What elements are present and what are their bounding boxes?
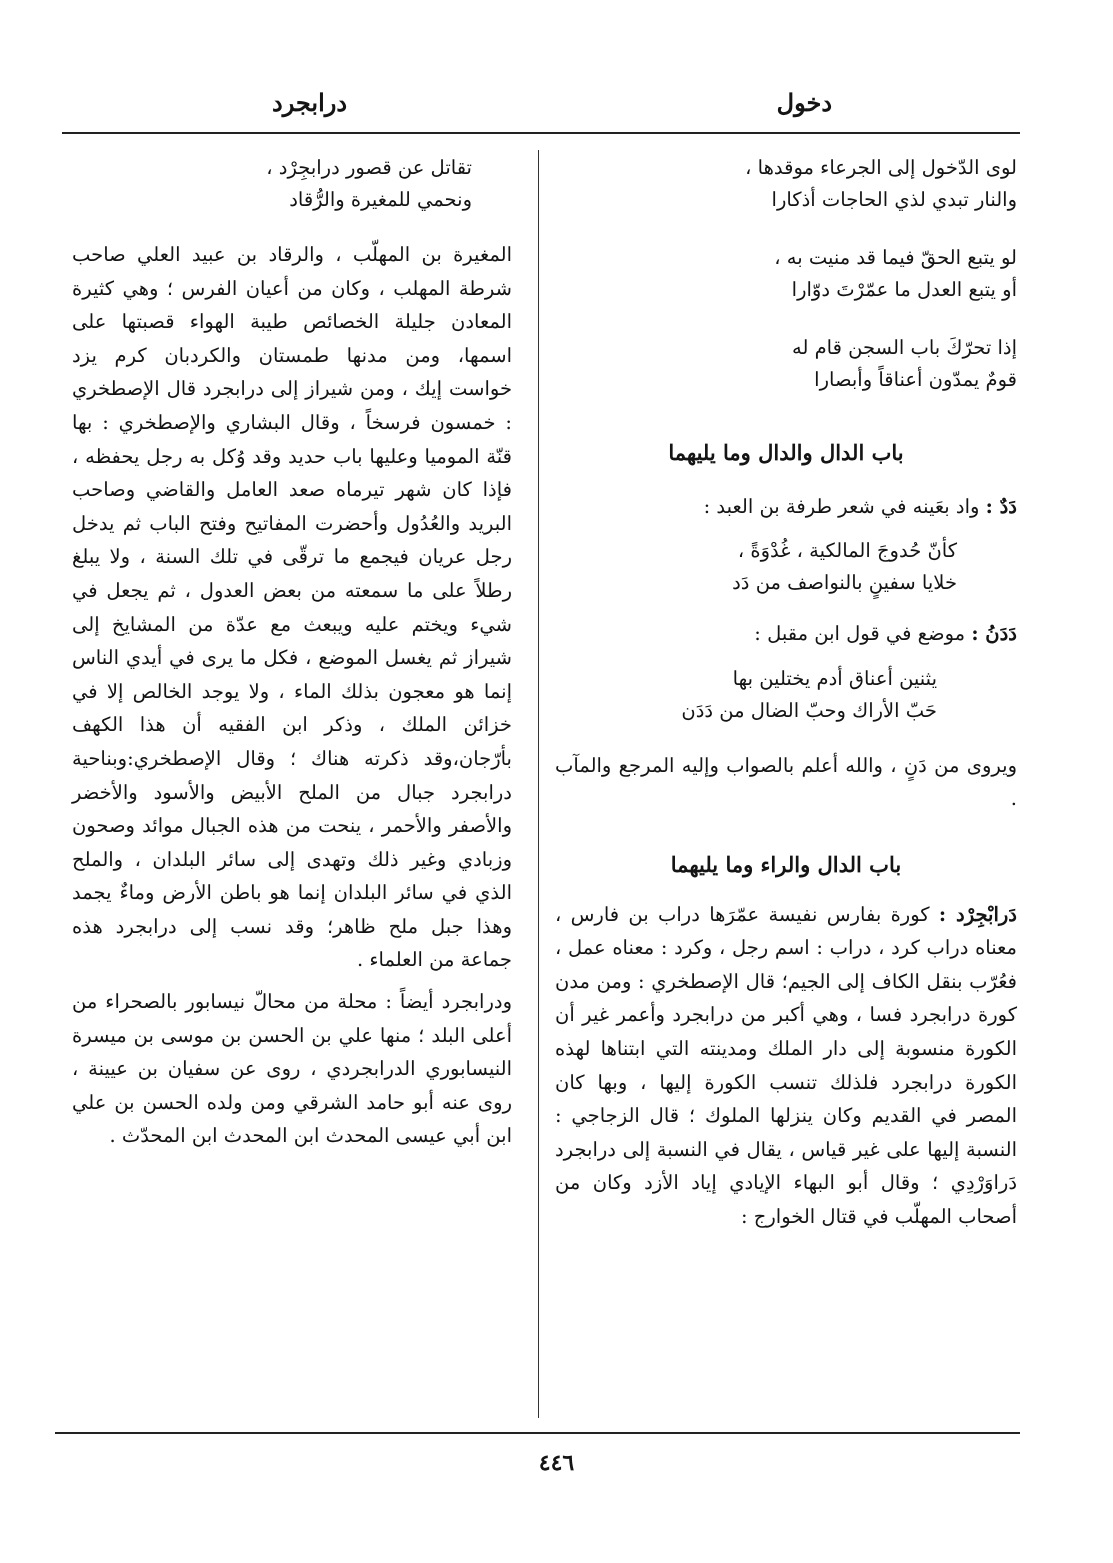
verse-block [555,663,1017,727]
verse-block [555,535,1017,599]
verse-block [555,242,1017,306]
verse-block [555,152,1017,216]
entry-dadan [555,617,1017,651]
header-rule [62,132,1020,134]
section-heading: باب الدال والدال وما يليهما [668,440,904,465]
verse-line: لو يتبع الحقّ فيما قد منيت به ، [774,246,1017,269]
verse-block [555,332,1017,396]
entry-text: واد بعَينه في شعر طرفة بن العبد : [703,494,980,518]
footer-rule [55,1432,1020,1434]
verse-line: ونحمي للمغيرة والرُّقاد [289,188,472,211]
column-divider [538,150,539,1418]
left-column [72,150,512,1153]
entry-term: دَرابْجِرْد : [938,902,1017,926]
verse-line: حَبّ الأراك وحبّ الضال من دَدَن [681,698,937,722]
header-right-title: دخول [776,88,832,117]
verse-line: لوى الدّخول إلى الجرعاء موقدها ، [745,156,1017,179]
verse-line: كأنّ حُدوجَ المالكية ، غُدْوَةً ، [737,539,957,563]
verse-block [72,152,512,216]
closing-text: ويروى من دَنٍ ، والله أعلم بالصواب وإليه المرجع والمآب . [555,753,1017,811]
verse-line: تقاتل عن قصور درابجِرْد ، [266,156,472,179]
entry-darabjird [555,898,1017,1234]
right-column [555,150,1017,1234]
entry-text: كورة بفارس نفيسة عمّرَها دراب بن فارس ، معناه دراب كرد ، دراب : اسم رجل ، وكرد : معناه عمل ، فعُرّب بنقل الكاف إلى الجيم؛ قال الإصطخري : ومن مدن كورة درابجرد فسا ، وهي أكبر من درابجرد وأعمر غير أن الكورة منسوبة إلى دار الملك ومدينته التي ابتناها لهذه الكورة درابجرد فلذلك تنسب الكورة إليها ، وبها كان المصر في القديم وكان ينزلها الملوك ؛ قال الزجاجي : النسبة إليها على غير قياس ، يقال في النسبة إلى درابجرد دَراوَرْدِي ؛ وقال أبو البهاء الإيادي إياد الأزد وكان من أصحاب المهلّب في قتال الخوارج : [555,902,1017,1228]
entry-text: موضع في قول ابن مقبل : [754,622,966,646]
verse-line: إذا تحرّكَ باب السجن قام له [791,336,1017,359]
verse-line: قومٌ يمدّون أعناقاً وأبصارا [814,368,1017,391]
section-heading: باب الدال والراء وما يليهما [670,851,902,877]
entry-term: دَدٌ : [985,494,1017,518]
verse-line: خلايا سفينٍ بالنواصف من دَد [732,571,957,595]
entry-dad [555,490,1017,524]
verse-line: والنار تبدي لذي الحاجات أذكارا [771,188,1017,211]
paragraph: ودرابجرد أيضاً : محلة من محالّ نيسابور بالصحراء من أعلى البلد ؛ منها علي بن الحسن بن موسى بن ميسرة النيسابوري الدرابجردي ، روى عن سفيان بن عيينة ، روى عنه أبو حامد الشرقي ومن ولده الحسن بن علي ابن أبي عيسى المحدث ابن المحدث ابن المحدّث . [72,990,512,1148]
verse-line: أو يتبع العدل ما عمّرْتَ دوّارا [791,278,1017,301]
entry-term: دَدَنُ : [971,622,1017,646]
verse-line: يثنين أعناق أدم يختلين بها [732,666,937,690]
page-number: ٤٤٦ [538,1450,575,1476]
paragraph: المغيرة بن المهلّب ، والرقاد بن عبيد العلي صاحب شرطة المهلب ، وكان من أعيان الفرس ؛ وهي كثيرة المعادن جليلة الخصائص طيبة الهواء قصبتها على اسمها، ومن مدنها طمستان والكردبان كرم يزد خواست إيك ، ومن شيراز إلى درابجرد قال الإصطخري : خمسون فرسخاً ، وقال البشاري والإصطخري : بها قنّة الموميا وعليها باب حديد وقد وُكل به رجل يحفظه ، فإذا كان شهر تيرماه صعد العامل والقاضي وصاحب البريد والعُدُول وأحضرت المفاتيح وفتح الباب ثم يدخل رجل عريان فيجمع ما ترقّى في تلك السنة ، ولا يبلغ رطلاً على ما سمعته من بعض العدول ، ثم يجعل في شيء ويختم عليه ويبعث مع عدّة من المشايخ إلى شيراز ثم يغسل الموضع ، فكل ما يرى في أيدي الناس إنما هو معجون بذلك الماء ، ولا يوجد الخالص إلا في خزائن الملك ، وذكر ابن الفقيه أن هذا الكهف بأرّجان،وقد ذكرته هناك ؛ وقال الإصطخري:وبناحية درابجرد جبال من الملح الأبيض والأسود والأخضر والأصفر والأحمر ، ينحت من هذه الجبال موائد وصحون وزبادي وغير ذلك وتهدى إلى سائر البلدان ، والملح الذي في سائر البلدان إنما هو باطن الأرض وماءٌ يجمد وهذا جبل ملح ظاهر؛ وقد نسب إلى درابجرد هذه جماعة من العلماء . [72,243,512,972]
header-left-title: درابجرد [272,88,348,117]
page-header [62,88,1020,120]
